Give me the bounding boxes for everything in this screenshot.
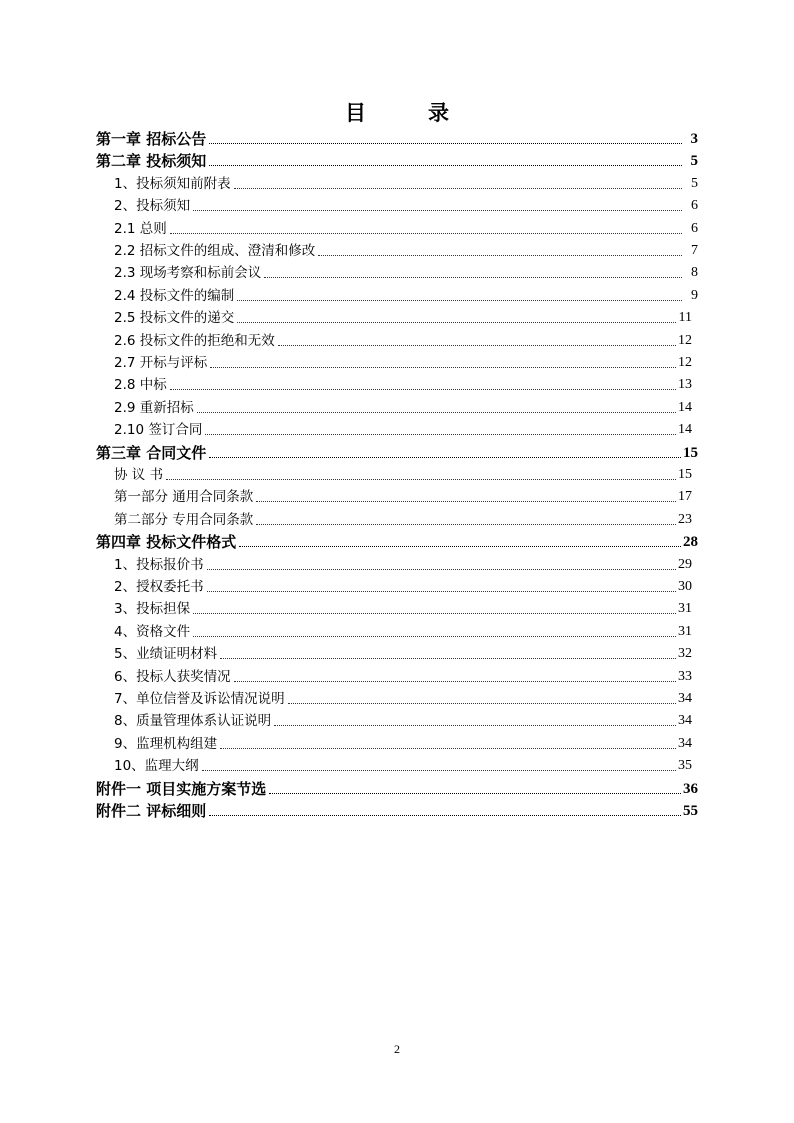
toc-entry-label: 3、投标担保 bbox=[114, 601, 191, 618]
toc-entry[interactable] bbox=[114, 553, 692, 575]
toc-entry-page-number: 12 bbox=[678, 355, 692, 370]
toc-entry[interactable] bbox=[114, 754, 692, 776]
toc-dot-leader bbox=[205, 433, 676, 435]
toc-entry[interactable] bbox=[96, 530, 698, 552]
toc-entry-page-number: 17 bbox=[678, 489, 692, 505]
toc-entry[interactable] bbox=[96, 127, 698, 149]
toc-entry-page-number: 30 bbox=[678, 579, 692, 594]
toc-entry-page-number: 14 bbox=[678, 399, 692, 415]
toc-dot-leader bbox=[193, 209, 682, 211]
toc-entry-label: 2.9 重新招标 bbox=[114, 399, 194, 416]
toc-dot-leader bbox=[209, 814, 681, 816]
toc-entry-label: 8、质量管理体系认证说明 bbox=[114, 713, 272, 730]
toc-entry-label: 2.1 总则 bbox=[114, 220, 167, 237]
toc-entry[interactable] bbox=[114, 418, 692, 440]
toc-dot-leader bbox=[318, 254, 682, 256]
toc-entry[interactable] bbox=[114, 284, 698, 306]
toc-dot-leader bbox=[288, 702, 676, 704]
toc-entry[interactable] bbox=[114, 351, 692, 373]
toc-entry[interactable] bbox=[114, 329, 692, 351]
toc-entry[interactable] bbox=[114, 665, 692, 687]
toc-entry-page-number: 29 bbox=[678, 556, 692, 572]
toc-entry-page-number: 15 bbox=[678, 467, 692, 482]
toc-entry[interactable] bbox=[96, 799, 698, 821]
toc-dot-leader bbox=[197, 411, 676, 413]
toc-dot-leader bbox=[237, 321, 676, 323]
toc-dot-leader bbox=[209, 142, 682, 144]
toc-entry-label: 5、业绩证明材料 bbox=[114, 646, 218, 663]
toc-entry[interactable] bbox=[114, 239, 698, 261]
toc-entry-label: 第二部分 专用合同条款 bbox=[114, 511, 254, 528]
toc-dot-leader bbox=[209, 164, 682, 166]
toc-dot-leader bbox=[264, 276, 682, 278]
toc-dot-leader bbox=[234, 680, 676, 682]
toc-entry-label: 2、投标须知 bbox=[114, 198, 191, 215]
toc-entry-label: 第四章 投标文件格式 bbox=[96, 533, 237, 552]
toc-dot-leader bbox=[239, 545, 681, 547]
toc-dot-leader bbox=[170, 232, 682, 234]
toc-entry[interactable] bbox=[114, 485, 692, 507]
toc-entry-label: 协 议 书 bbox=[114, 467, 164, 483]
toc-entry-page-number: 36 bbox=[683, 780, 698, 797]
toc-entry-label: 6、投标人获奖情况 bbox=[114, 668, 231, 685]
toc-entry-page-number: 34 bbox=[678, 691, 692, 706]
toc-entry-page-number: 34 bbox=[678, 713, 692, 729]
toc-entry-page-number: 8 bbox=[691, 265, 698, 281]
toc-dot-leader bbox=[193, 635, 676, 637]
toc-entry[interactable] bbox=[114, 396, 692, 418]
page-title: 目录 bbox=[345, 100, 511, 125]
toc-entry[interactable] bbox=[114, 194, 698, 216]
toc-dot-leader bbox=[269, 792, 681, 794]
toc-dot-leader bbox=[274, 724, 676, 726]
toc-entry[interactable] bbox=[114, 172, 698, 194]
toc-entry[interactable] bbox=[114, 306, 692, 328]
toc-entry-page-number: 5 bbox=[691, 175, 698, 191]
toc-entry[interactable] bbox=[96, 149, 698, 171]
toc-entry[interactable] bbox=[114, 620, 692, 642]
toc-dot-leader bbox=[278, 344, 676, 346]
toc-dot-leader bbox=[256, 523, 676, 525]
toc-entry-label: 附件一 项目实施方案节选 bbox=[96, 779, 267, 798]
toc-dot-leader bbox=[256, 500, 676, 502]
toc-entry-label: 4、资格文件 bbox=[114, 623, 191, 640]
toc-entry-label: 2.3 现场考察和标前会议 bbox=[114, 265, 262, 282]
toc-entry[interactable] bbox=[114, 217, 698, 239]
toc-entry[interactable] bbox=[114, 642, 692, 664]
toc-entry[interactable] bbox=[114, 732, 692, 754]
toc-entry[interactable] bbox=[114, 575, 692, 597]
toc-dot-leader bbox=[234, 187, 682, 189]
toc-entry-page-number: 28 bbox=[683, 534, 698, 551]
toc-entry-page-number: 6 bbox=[691, 220, 698, 236]
toc-entry-label: 2.6 投标文件的拒绝和无效 bbox=[114, 332, 275, 349]
toc-entry-label: 第一章 招标公告 bbox=[96, 130, 207, 148]
toc-dot-leader bbox=[210, 366, 676, 368]
toc-entry[interactable] bbox=[114, 463, 692, 485]
toc-dot-leader bbox=[207, 568, 676, 570]
toc-entry-label: 2.7 开标与评标 bbox=[114, 355, 208, 371]
toc-entry-label: 2、授权委托书 bbox=[114, 579, 204, 595]
toc-entry-page-number: 6 bbox=[691, 198, 698, 214]
toc-dot-leader bbox=[170, 388, 676, 390]
toc-entry-label: 第一部分 通用合同条款 bbox=[114, 489, 254, 506]
toc-entry-label: 附件二 评标细则 bbox=[96, 802, 207, 820]
toc-entry-page-number: 23 bbox=[678, 511, 692, 527]
toc-dot-leader bbox=[220, 657, 676, 659]
toc-dot-leader bbox=[207, 590, 676, 592]
toc-dot-leader bbox=[166, 478, 676, 480]
toc-entry[interactable] bbox=[96, 441, 698, 463]
toc-entry-label: 2.5 投标文件的递交 bbox=[114, 310, 235, 327]
toc-entry-page-number: 11 bbox=[678, 310, 692, 326]
toc-entry-page-number: 31 bbox=[678, 623, 692, 639]
toc-entry-page-number: 31 bbox=[678, 601, 692, 617]
toc-entry-label: 2.4 投标文件的编制 bbox=[114, 287, 235, 304]
toc-entry-page-number: 35 bbox=[678, 758, 692, 774]
toc-entry-page-number: 34 bbox=[678, 735, 692, 751]
toc-entry-label: 1、投标报价书 bbox=[114, 556, 204, 573]
toc-entry-page-number: 12 bbox=[678, 332, 692, 348]
toc-entry-label: 7、单位信誉及诉讼情况说明 bbox=[114, 691, 285, 707]
toc-dot-leader bbox=[209, 456, 681, 458]
toc-entry[interactable] bbox=[96, 777, 698, 799]
toc-entry-page-number: 9 bbox=[691, 287, 698, 303]
toc-entry-page-number: 13 bbox=[678, 377, 692, 393]
toc-entry-page-number: 3 bbox=[690, 131, 698, 147]
toc-entry-label: 9、监理机构组建 bbox=[114, 735, 218, 752]
toc-entry-page-number: 5 bbox=[690, 153, 698, 170]
toc-dot-leader bbox=[237, 299, 682, 301]
toc-entry[interactable] bbox=[114, 597, 692, 619]
toc-entry-page-number: 55 bbox=[683, 803, 698, 819]
toc-dot-leader bbox=[202, 769, 676, 771]
toc-entry-label: 第三章 合同文件 bbox=[96, 443, 207, 462]
toc-entry[interactable] bbox=[114, 508, 692, 530]
footer-page-number: 2 bbox=[394, 1042, 400, 1056]
toc-entry[interactable] bbox=[114, 687, 692, 709]
toc-entry-page-number: 7 bbox=[691, 243, 698, 258]
toc-entry-page-number: 33 bbox=[678, 668, 692, 684]
toc-entry-page-number: 14 bbox=[678, 422, 692, 438]
toc-entry-page-number: 32 bbox=[678, 646, 692, 662]
toc-entry-label: 第二章 投标须知 bbox=[96, 152, 207, 171]
toc-dot-leader bbox=[193, 612, 676, 614]
toc-entry-page-number: 15 bbox=[683, 444, 698, 461]
toc-entry[interactable] bbox=[114, 709, 692, 731]
toc-entry[interactable] bbox=[114, 373, 692, 395]
toc-entry-label: 2.2 招标文件的组成、澄清和修改 bbox=[114, 243, 316, 259]
toc-dot-leader bbox=[220, 747, 676, 749]
toc-entry-label: 2.8 中标 bbox=[114, 377, 167, 394]
toc-entry[interactable] bbox=[114, 261, 698, 283]
toc-entry-label: 10、监理大纲 bbox=[114, 758, 199, 775]
toc-entry-label: 2.10 签订合同 bbox=[114, 422, 203, 439]
toc-entry-label: 1、投标须知前附表 bbox=[114, 175, 231, 192]
